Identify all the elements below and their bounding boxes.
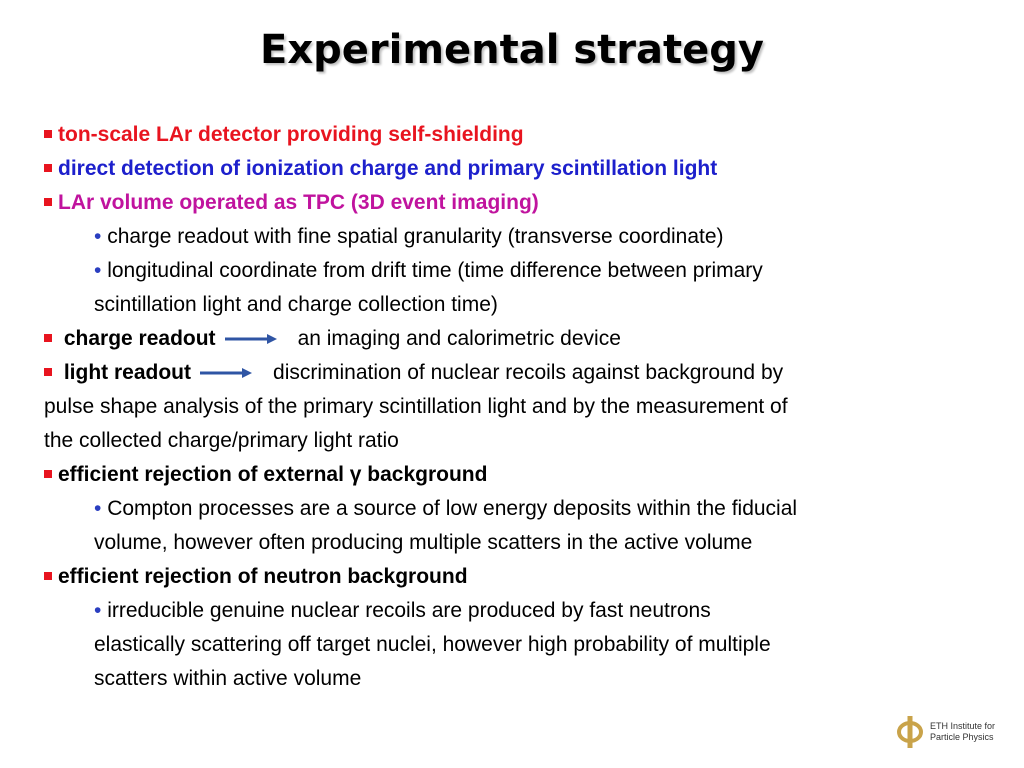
- sub-bullet-neutrons-cont2: [44, 662, 994, 696]
- bullet-text: direct detection of ionization charge and primary scintillation light: [58, 157, 718, 180]
- bullet-text: discrimination of nuclear recoils against background by: [273, 361, 784, 384]
- bullet-light-readout-cont1: [44, 390, 994, 424]
- bullet-self-shielding: [44, 118, 994, 152]
- square-bullet-icon: [44, 572, 52, 580]
- slide-title: Experimental strategy: [260, 27, 764, 73]
- arrow-right-icon: [199, 367, 253, 379]
- sub-bullet-text: scintillation light and charge collection time): [94, 293, 498, 316]
- square-bullet-icon: [44, 198, 52, 206]
- sub-bullet-text: charge readout with fine spatial granularity (transverse coordinate): [107, 225, 724, 248]
- bullet-text: an imaging and calorimetric device: [297, 327, 621, 350]
- sub-bullet-text: Compton processes are a source of low energy deposits within the fiducial: [107, 497, 798, 520]
- sub-bullet-neutrons: [44, 594, 994, 628]
- sub-bullet-compton-cont: [44, 526, 994, 560]
- logo-line-1: ETH Institute for: [930, 721, 996, 731]
- square-bullet-icon: [44, 470, 52, 478]
- square-bullet-icon: [44, 164, 52, 172]
- sub-bullet-drift-time-cont: [44, 288, 994, 322]
- bullet-label: light readout: [63, 361, 192, 384]
- bullet-light-readout: [44, 356, 994, 390]
- square-bullet-icon: [44, 130, 52, 138]
- sub-bullet-neutrons-cont1: [44, 628, 994, 662]
- slide-content: [44, 118, 994, 696]
- sub-bullet-text: longitudinal coordinate from drift time (time difference between primary: [107, 259, 763, 282]
- bullet-label: charge readout: [63, 327, 216, 350]
- bullet-charge-readout: [44, 322, 994, 356]
- dot-bullet-icon: •: [94, 225, 102, 248]
- bullet-light-readout-cont2: [44, 424, 994, 458]
- bullet-tpc: [44, 186, 994, 220]
- sub-bullet-charge-granularity: [44, 220, 994, 254]
- bullet-gamma-rejection: [44, 458, 994, 492]
- arrow-right-icon: [224, 333, 278, 345]
- logo-line-2: Particle Physics: [930, 732, 994, 742]
- sub-bullet-text: volume, however often producing multiple scatters in the active volume: [94, 531, 753, 554]
- square-bullet-icon: [44, 368, 52, 376]
- square-bullet-icon: [44, 334, 52, 342]
- sub-bullet-text: irreducible genuine nuclear recoils are produced by fast neutrons: [107, 599, 711, 622]
- bullet-neutron-rejection: [44, 560, 994, 594]
- dot-bullet-icon: •: [94, 599, 102, 622]
- bullet-text: LAr volume operated as TPC (3D event imaging): [58, 191, 539, 214]
- sub-bullet-text: scatters within active volume: [94, 667, 362, 690]
- dot-bullet-icon: •: [94, 259, 102, 282]
- bullet-text: pulse shape analysis of the primary scintillation light and by the measurement of: [44, 395, 788, 418]
- bullet-text: ton-scale LAr detector providing self-shielding: [58, 123, 524, 146]
- sub-bullet-text: elastically scattering off target nuclei, however high probability of multiple: [94, 633, 771, 656]
- bullet-direct-detection: [44, 152, 994, 186]
- bullet-text: efficient rejection of neutron background: [58, 565, 468, 588]
- bullet-text: efficient rejection of external γ background: [58, 463, 488, 486]
- sub-bullet-drift-time: [44, 254, 994, 288]
- sub-bullet-compton: [44, 492, 994, 526]
- bullet-text: the collected charge/primary light ratio: [44, 429, 399, 452]
- eth-logo: [896, 714, 1016, 750]
- logo-text: [930, 721, 995, 743]
- phi-icon: [896, 715, 924, 749]
- dot-bullet-icon: •: [94, 497, 102, 520]
